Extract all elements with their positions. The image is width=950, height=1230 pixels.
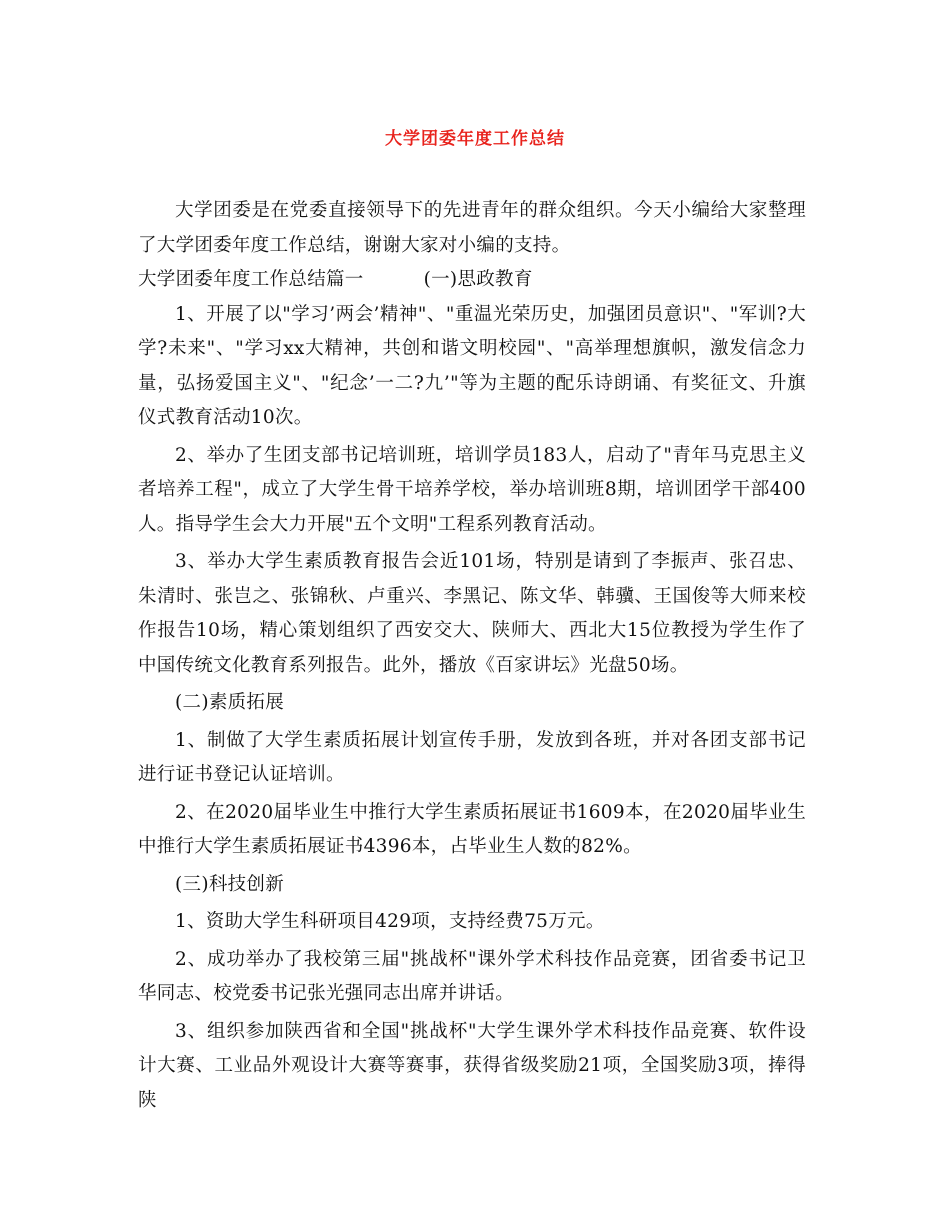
document-title: 大学团委年度工作总结: [385, 129, 565, 149]
paragraph-1-1: 1、开展了以"学习’两会’精神"、"重温光荣历史，加强团员意识"、"军训?大学?未来"、"学习xx大精神，共创和谐文明校园"、"高举理想旗帜，激发信念力量，弘扬爱国主义"、"纪念’一二?九’"等为主题的配乐诗朗诵、有奖征文、升旗仪式教育活动10次。: [138, 303, 806, 428]
section-heading-2: (二)素质拓展: [175, 692, 285, 713]
paragraph-3-2: 2、成功举办了我校第三届"挑战杯"课外学术科技作品竞赛，团省委书记卫华同志、校党委书记张光强同志出席并讲话。: [138, 948, 806, 1004]
document-body: [138, 194, 806, 1118]
paragraph-1-3: 3、举办大学生素质教育报告会近101场，特别是请到了李振声、张召忠、朱清时、张岂之、张锦秋、卢重兴、李黑记、陈文华、韩骥、王国俊等大师来校作报告10场，精心策划组织了西安交大、陕师大、西北大15位教授为学生作了中国传统文化教育系列报告。此外，播放《百家讲坛》光盘50场。: [138, 551, 806, 676]
paragraph-2-1: 1、制做了大学生素质拓展计划宣传手册，发放到各班，并对各团支部书记进行证书登记认证培训。: [138, 729, 806, 785]
paragraph-2-2: 2、在2020届毕业生中推行大学生素质拓展证书1609本，在2020届毕业生中推行大学生素质拓展证书4396本，占毕业生人数的82%。: [138, 801, 806, 857]
paragraph-1-2: 2、举办了生团支部书记培训班，培训学员183人，启动了"青年马克思主义者培养工程"，成立了大学生骨干培养学校，举办培训班8期，培训团学干部400人。指导学生会大力开展"五个文明"工程系列教育活动。: [138, 444, 806, 535]
intro-paragraph: 大学团委是在党委直接领导下的先进青年的群众组织。今天小编给大家整理了大学团委年度工作总结，谢谢大家对小编的支持。: [138, 200, 806, 256]
section-heading-1: (一)思政教育: [423, 269, 533, 290]
paragraph-3-3: 3、组织参加陕西省和全国"挑战杯"大学生课外学术科技作品竞赛、软件设计大赛、工业品外观设计大赛等赛事，获得省级奖励21项，全国奖励3项，捧得陕: [138, 1020, 806, 1111]
chapter-label: 大学团委年度工作总结篇一: [138, 269, 364, 290]
chapter-line: [138, 263, 806, 298]
paragraph-3-1: 1、资助大学生科研项目429项，支持经费75万元。: [175, 911, 605, 932]
section-heading-3: (三)科技创新: [175, 873, 285, 895]
